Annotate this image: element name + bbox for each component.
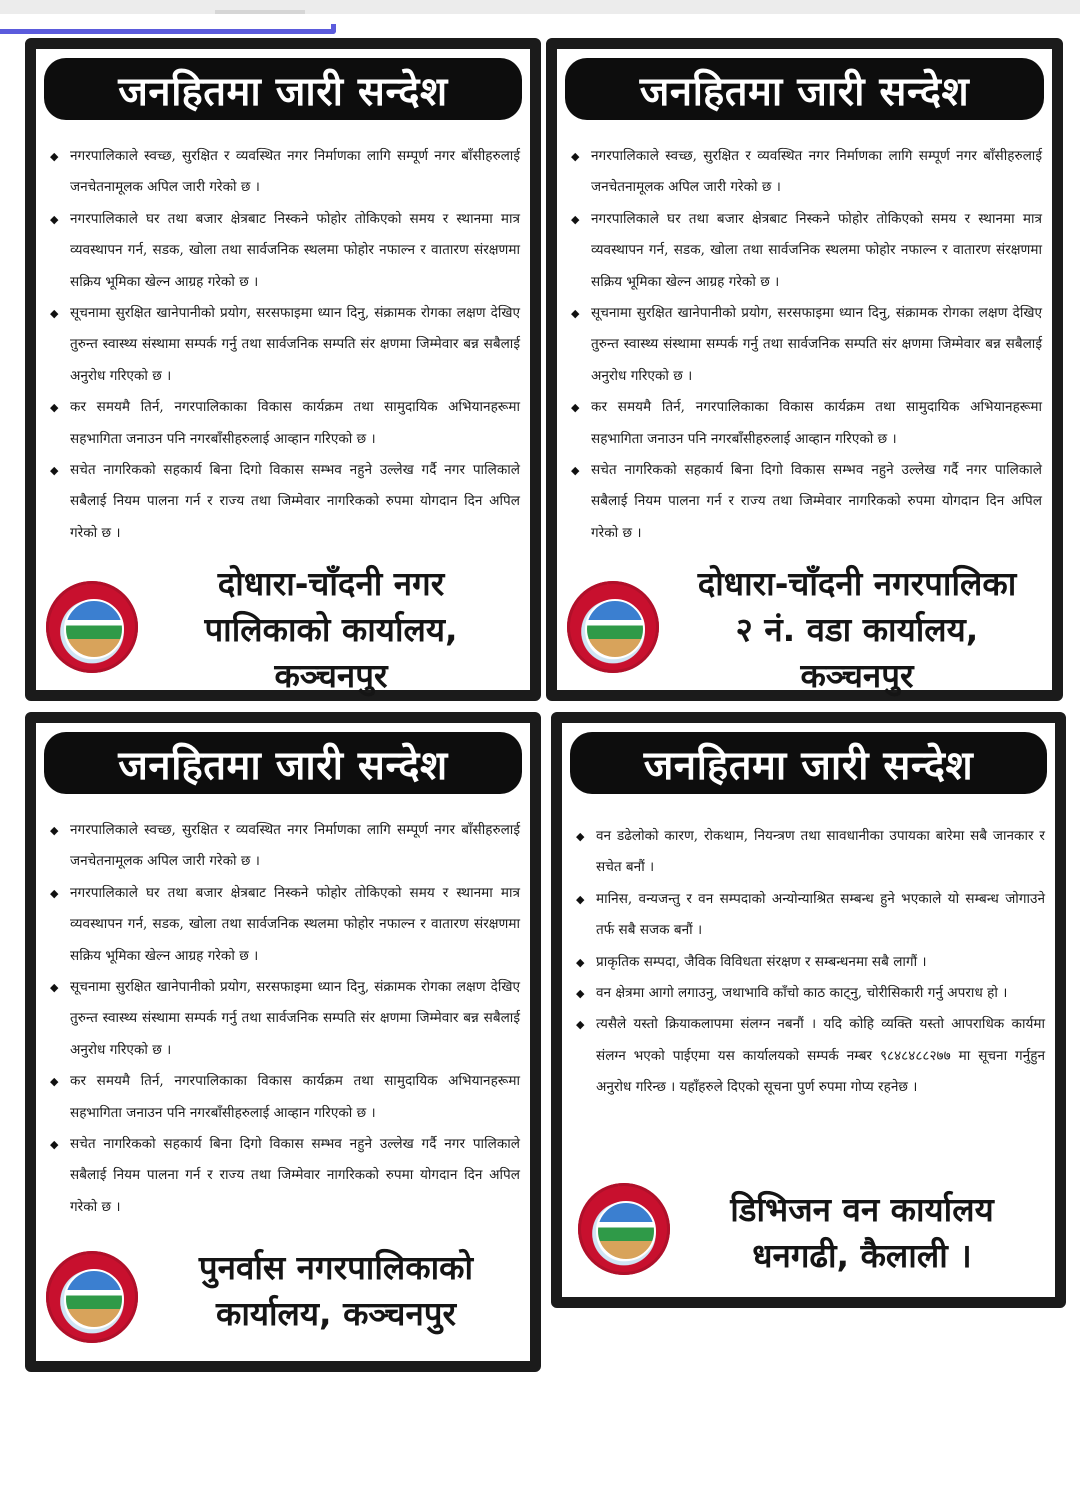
notice-card-1 [25, 38, 541, 701]
notice-heading: जनहितमा जारी सन्देश [118, 68, 448, 115]
nepal-government-emblem-icon [567, 581, 659, 673]
diamond-bullet-icon: ◆ [50, 981, 59, 995]
diamond-bullet-icon: ◆ [50, 307, 59, 321]
diamond-bullet-icon: ◆ [571, 401, 580, 415]
notice-bullet: ◆ वन डढेलोको कारण, रोकथाम, नियन्त्रण तथा सावधानीका उपायका बारेमा सबै जानकार र सचेत बनौं । [576, 821, 1045, 884]
nepal-government-emblem-icon [46, 581, 138, 673]
notice-bullet: ◆ मानिस, वन्यजन्तु र वन सम्पदाको अन्योन्याश्रित सम्बन्ध हुने भएकाले यो सम्बन्ध जोगाउने तर्फ सबै सजक बनौं । [576, 884, 1045, 947]
diamond-bullet-icon: ◆ [571, 307, 580, 321]
notice-bullet: ◆ सूचनामा सुरक्षित खानेपानीको प्रयोग, सरसफाइमा ध्यान दिनु, संक्रामक रोगका लक्षण देखिए तुरुन्त स्वास्थ्य संस्थामा सम्पर्क गर्नु तथा सार्वजनिक सम्पति संर क्षणमा जिम्मेवार बन्न सबैलाई अनुरोध गरिएको छ । [571, 298, 1042, 392]
notice-heading: जनहितमा जारी सन्देश [118, 742, 448, 789]
top-accent-bar [215, 10, 305, 14]
notice-banner [44, 58, 522, 120]
notice-bullet: ◆ कर समयमै तिर्न, नगरपालिकाका विकास कार्यक्रम तथा सामुदायिक अभियानहरूमा सहभागिता जनाउन पनि नगरबाँसीहरुलाई आव्हान गरिएको छ । [50, 1066, 520, 1129]
diamond-bullet-icon: ◆ [576, 955, 585, 969]
notice-bullet: ◆ नगरपालिकाले घर तथा बजार क्षेत्रबाट निस्कने फोहोर तोकिएको समय र स्थानमा मात्र व्यवस्थापन गर्न, सडक, खोला तथा सार्वजनिक स्थलमा फोहोर नफाल्न र वातारण संरक्षणमा सक्रिय भूमिका खेल्न आग्रह गरेको छ । [571, 204, 1042, 298]
notice-bullet: ◆ नगरपालिकाले स्वच्छ, सुरक्षित र व्यवस्थित नगर निर्माणका लागि सम्पूर्ण नगर बाँसीहरुलाई जनचेतनामूलक अपिल जारी गरेको छ । [50, 815, 520, 878]
top-strip [0, 0, 1080, 14]
diamond-bullet-icon: ◆ [576, 830, 585, 843]
diamond-bullet-icon: ◆ [571, 212, 580, 226]
nepal-government-emblem-icon [578, 1183, 670, 1275]
notice-bullet: ◆ कर समयमै तिर्न, नगरपालिकाका विकास कार्यक्रम तथा सामुदायिक अभियानहरूमा सहभागिता जनाउन पनि नगरबाँसीहरुलाई आव्हान गरिएको छ । [50, 392, 520, 455]
notice-heading: जनहितमा जारी सन्देश [643, 742, 974, 789]
notice-banner [565, 58, 1044, 120]
notice-heading: जनहितमा जारी सन्देश [639, 68, 970, 115]
notice-bullet: ◆ नगरपालिकाले घर तथा बजार क्षेत्रबाट निस्कने फोहोर तोकिएको समय र स्थानमा मात्र व्यवस्थापन गर्न, सडक, खोला तथा सार्वजनिक स्थलमा फोहोर नफाल्न र वातारण संरक्षणमा सक्रिय भूमिका खेल्न आग्रह गरेको छ । [50, 878, 520, 972]
issuer-signature: दोधारा-चाँदनी नगरपालिका २ नं. वडा कार्यालय, कञ्चनपुर [697, 564, 1017, 695]
notice-bullet: ◆ कर समयमै तिर्न, नगरपालिकाका विकास कार्यक्रम तथा सामुदायिक अभियानहरूमा सहभागिता जनाउन पनि नगरबाँसीहरुलाई आव्हान गरिएको छ । [571, 392, 1042, 455]
notice-bullet-list [571, 141, 1042, 549]
diamond-bullet-icon: ◆ [571, 464, 580, 478]
notice-card-4 [551, 712, 1066, 1308]
notice-bullet: ◆ प्राकृतिक सम्पदा, जैविक विविधता संरक्षण र सम्बन्धनमा सबै लागौं । [576, 947, 1045, 978]
notice-bullet: ◆ सूचनामा सुरक्षित खानेपानीको प्रयोग, सरसफाइमा ध्यान दिनु, संक्रामक रोगका लक्षण देखिए तुरुन्त स्वास्थ्य संस्थामा सम्पर्क गर्नु तथा सार्वजनिक सम्पति संर क्षणमा जिम्मेवार बन्न सबैलाई अनुरोध गरिएको छ । [50, 298, 520, 392]
issuer-signature: दोधारा-चाँदनी नगर पालिकाको कार्यालय, कञ्चनपुर [204, 564, 458, 695]
notice-card-2 [546, 38, 1063, 701]
notice-banner [44, 732, 522, 794]
diamond-bullet-icon: ◆ [50, 150, 59, 163]
diamond-bullet-icon: ◆ [50, 401, 59, 415]
diamond-bullet-icon: ◆ [50, 824, 59, 837]
notice-banner [570, 732, 1047, 794]
notice-bullet: ◆ नगरपालिकाले घर तथा बजार क्षेत्रबाट निस्कने फोहोर तोकिएको समय र स्थानमा मात्र व्यवस्थापन गर्न, सडक, खोला तथा सार्वजनिक स्थलमा फोहोर नफाल्न र वातारण संरक्षणमा सक्रिय भूमिका खेल्न आग्रह गरेको छ । [50, 204, 520, 298]
notice-bullet: ◆ सचेत नागरिकको सहकार्य बिना दिगो विकास सम्भव नहुने उल्लेख गर्दै नगर पालिकाले सबैलाई नियम पालना गर्न र राज्य तथा जिम्मेवार नागरिकको रुपमा योगदान दिन अपिल गरेको छ । [571, 455, 1042, 549]
notice-bullet-list [50, 815, 520, 1223]
notice-bullet: ◆ सचेत नागरिकको सहकार्य बिना दिगो विकास सम्भव नहुने उल्लेख गर्दै नगर पालिकाले सबैलाई नियम पालना गर्न र राज्य तथा जिम्मेवार नागरिकको रुपमा योगदान दिन अपिल गरेको छ । [50, 455, 520, 549]
notice-bullet-list [576, 821, 1045, 1104]
diamond-bullet-icon: ◆ [571, 150, 580, 163]
diamond-bullet-icon: ◆ [50, 1075, 59, 1089]
notice-bullet: ◆ नगरपालिकाले स्वच्छ, सुरक्षित र व्यवस्थित नगर निर्माणका लागि सम्पूर्ण नगर बाँसीहरुलाई जनचेतनामूलक अपिल जारी गरेको छ । [50, 141, 520, 204]
notice-bullet-list [50, 141, 520, 549]
diamond-bullet-icon: ◆ [576, 1018, 585, 1032]
notice-card-3 [25, 712, 541, 1372]
diamond-bullet-icon: ◆ [50, 464, 59, 478]
diamond-bullet-icon: ◆ [50, 886, 59, 900]
nepal-government-emblem-icon [46, 1251, 138, 1343]
issuer-signature: पुनर्वास नगरपालिकाको कार्यालय, कञ्चनपुर [198, 1248, 474, 1333]
diamond-bullet-icon: ◆ [576, 892, 585, 906]
diamond-bullet-icon: ◆ [576, 987, 585, 1001]
issuer-signature: डिभिजन वन कार्यालय धनगढी, कैलाली । [730, 1190, 994, 1275]
notice-bullet: ◆ सूचनामा सुरक्षित खानेपानीको प्रयोग, सरसफाइमा ध्यान दिनु, संक्रामक रोगका लक्षण देखिए तुरुन्त स्वास्थ्य संस्थामा सम्पर्क गर्नु तथा सार्वजनिक सम्पति संर क्षणमा जिम्मेवार बन्न सबैलाई अनुरोध गरिएको छ । [50, 972, 520, 1066]
notice-bullet: ◆ सचेत नागरिकको सहकार्य बिना दिगो विकास सम्भव नहुने उल्लेख गर्दै नगर पालिकाले सबैलाई नियम पालना गर्न र राज्य तथा जिम्मेवार नागरिकको रुपमा योगदान दिन अपिल गरेको छ । [50, 1129, 520, 1223]
diamond-bullet-icon: ◆ [50, 1138, 59, 1152]
diamond-bullet-icon: ◆ [50, 212, 59, 226]
notice-bullet: ◆ नगरपालिकाले स्वच्छ, सुरक्षित र व्यवस्थित नगर निर्माणका लागि सम्पूर्ण नगर बाँसीहरुलाई जनचेतनामूलक अपिल जारी गरेको छ । [571, 141, 1042, 204]
top-accent-line [0, 24, 336, 34]
notice-bullet: ◆ त्यसैले यस्तो क्रियाकलापमा संलग्न नबनौं । यदि कोहि व्यक्ति यस्तो आपराधिक कार्यमा संलग्न भएको पाईएमा यस कार्यालयको सम्पर्क नम्बर ९८४८४८८२७७ मा सूचना गर्नुहुन अनुरोध गरिन्छ । यहाँहरुले दिएको सूचना पुर्ण रुपमा गोप्य रहनेछ । [576, 1009, 1045, 1103]
notice-bullet: ◆ वन क्षेत्रमा आगो लगाउनु, जथाभावि काँचो काठ काट्नु, चोरीसिकारी गर्नु अपराध हो । [576, 978, 1045, 1009]
